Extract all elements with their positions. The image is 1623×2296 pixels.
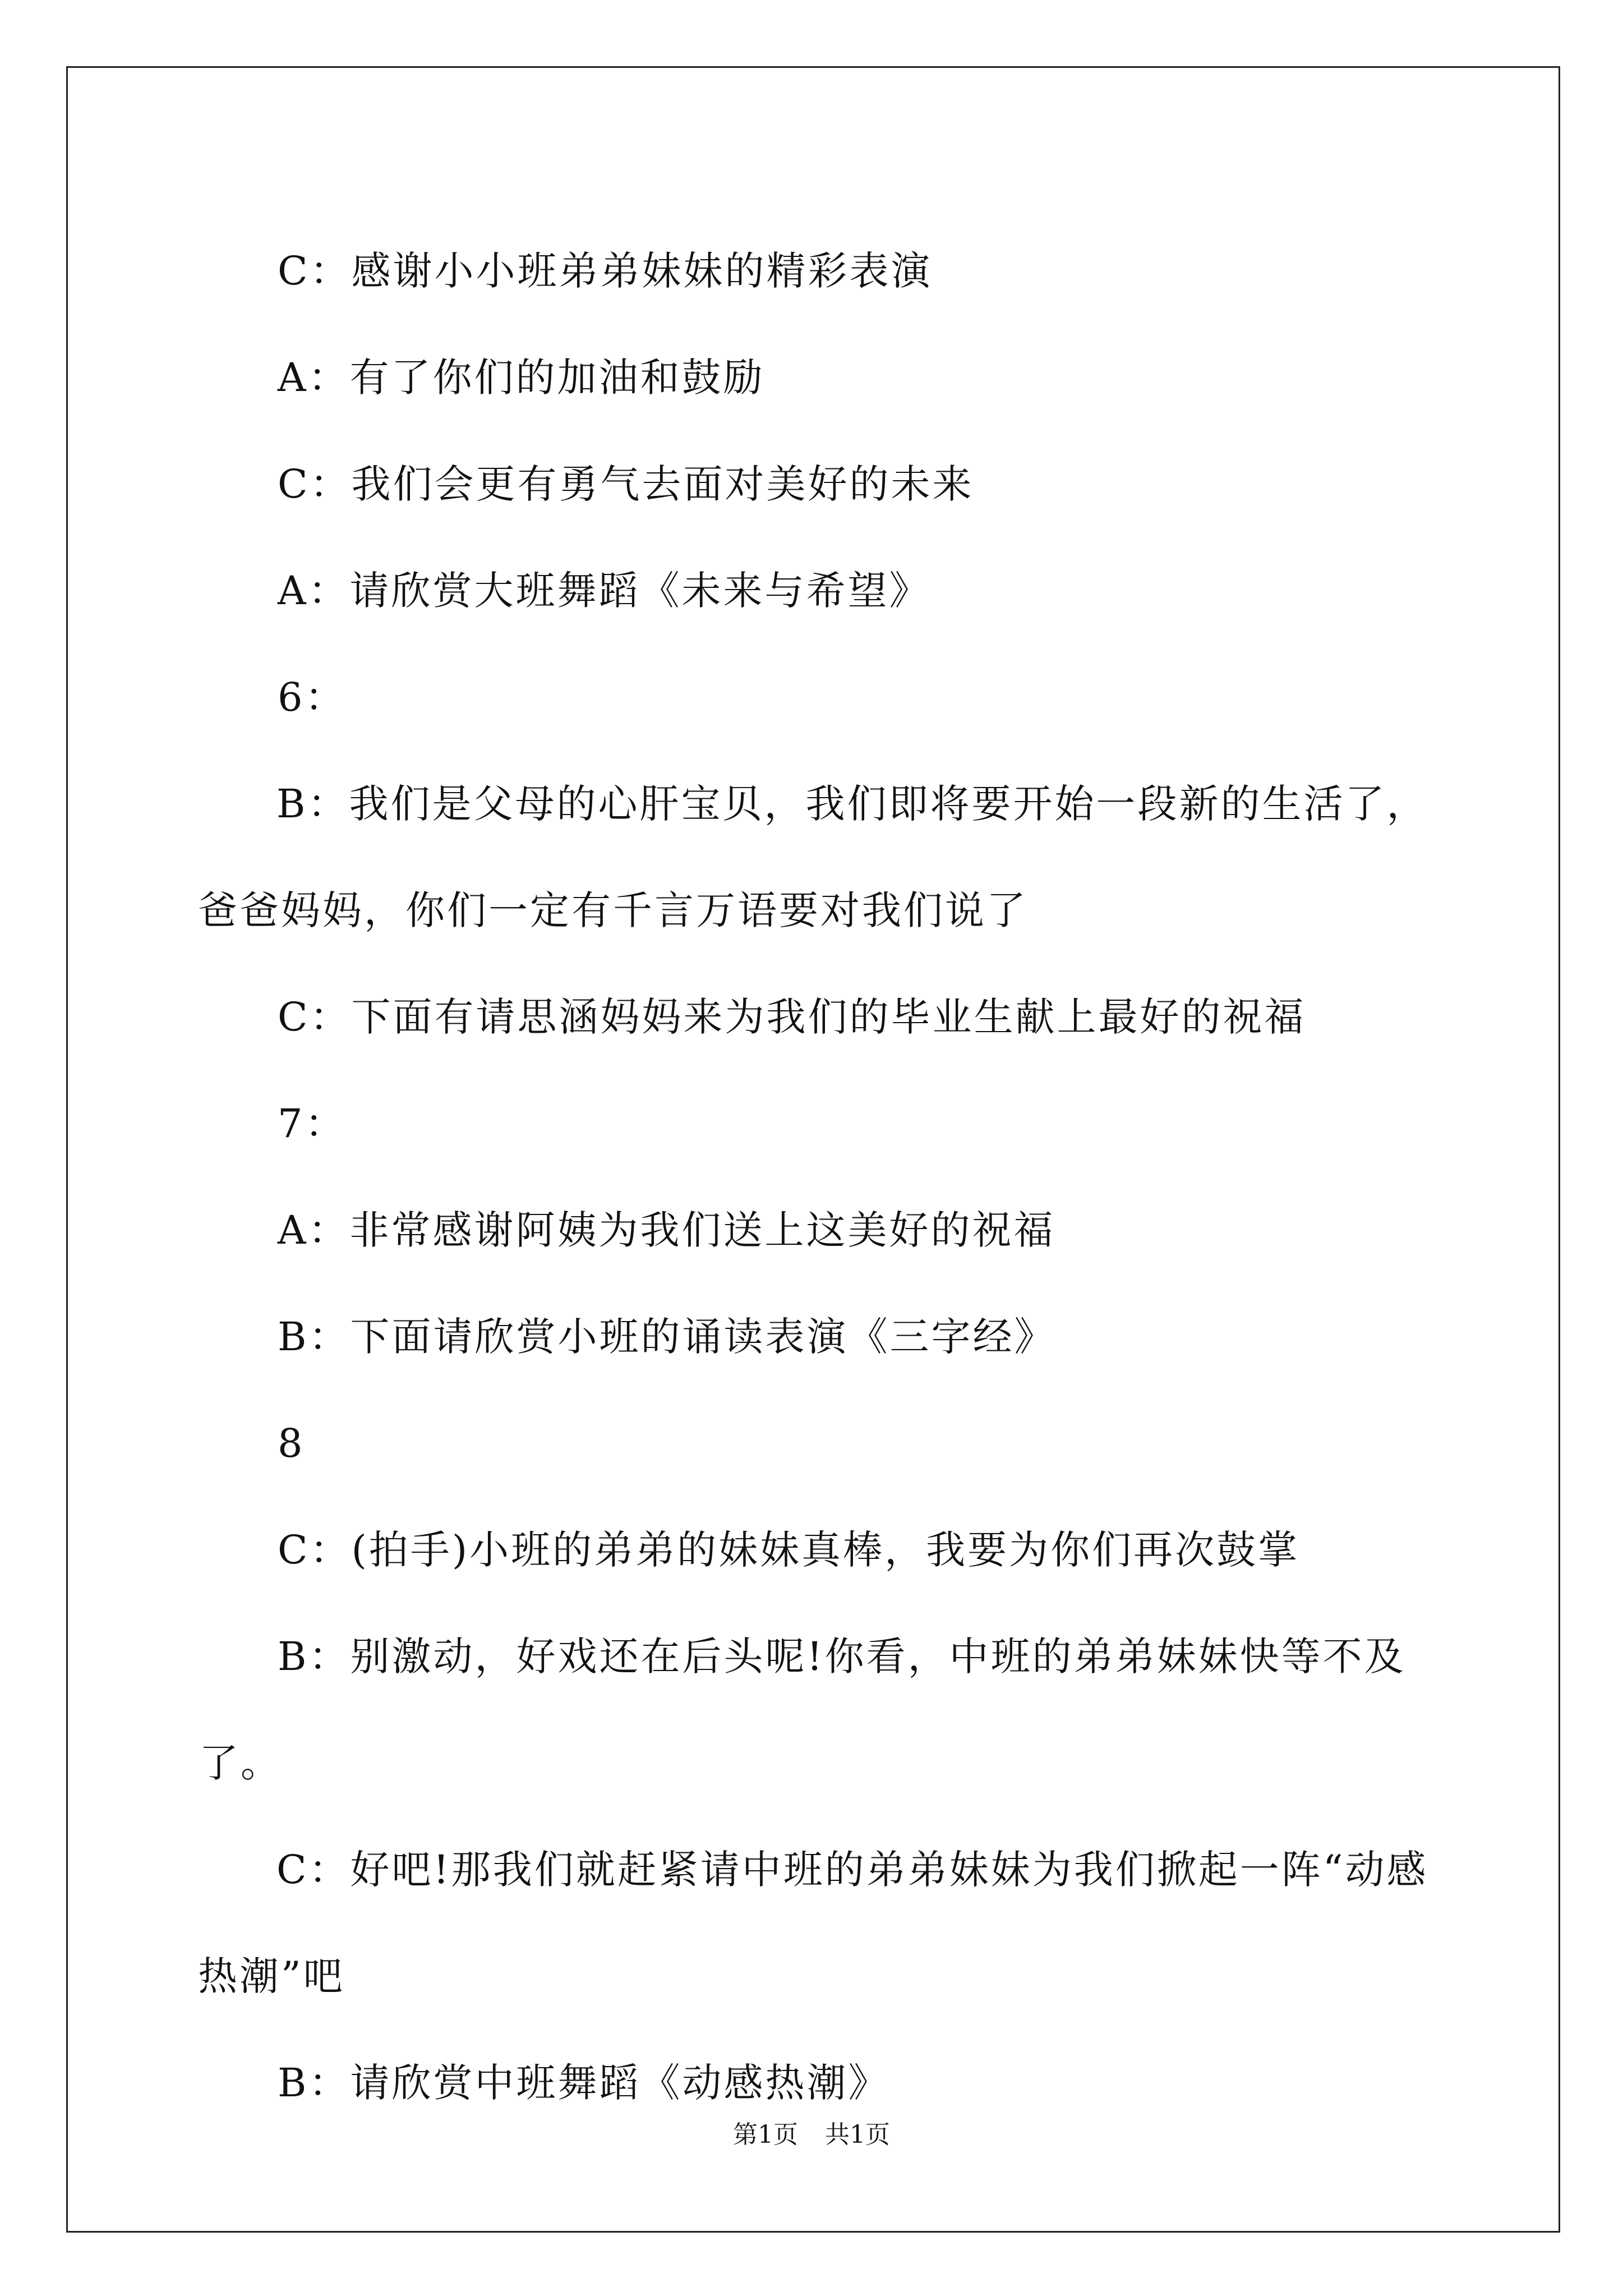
paragraph-3: C：我们会更有勇气去面对美好的未来 xyxy=(278,461,974,507)
paragraph-1: C：感谢小小班弟弟妹妹的精彩表演 xyxy=(278,248,933,294)
paragraph-12: C：(拍手)小班的弟弟的妹妹真棒，我要为你们再次鼓掌 xyxy=(278,1527,1300,1573)
paragraph-13: B：别激动，好戏还在后头呢!你看，中班的弟弟妹妹快等不及了。 xyxy=(199,1634,1406,1786)
paragraph-15: B：请欣赏中班舞蹈《动感热潮》 xyxy=(278,2060,890,2106)
paragraph-9: A：非常感谢阿姨为我们送上这美好的祝福 xyxy=(278,1207,1055,1253)
paragraph-5: 6： xyxy=(278,674,347,720)
document-body xyxy=(199,218,1433,2136)
paragraph-10: B：下面请欣赏小班的诵读表演《三字经》 xyxy=(278,1314,1056,1360)
paragraph-11: 8 xyxy=(278,1420,305,1466)
paragraph-6: B：我们是父母的心肝宝贝，我们即将要开始一段新的生活了，爸爸妈妈，你们一定有千言万语要对我们说了 xyxy=(198,781,1428,933)
paragraph-4: A：请欣赏大班舞蹈《未来与希望》 xyxy=(278,568,931,614)
page-number-total: 共1页 xyxy=(825,2120,890,2149)
paragraph-14: C：好吧!那我们就赶紧请中班的弟弟妹妹为我们掀起一阵“动感热潮”吧 xyxy=(198,1847,1428,1999)
paragraph-7: C：下面有请思涵妈妈来为我们的毕业生献上最好的祝福 xyxy=(278,994,1306,1040)
paragraph-2: A：有了你们的加油和鼓励 xyxy=(278,355,765,401)
page-number-current: 第1页 xyxy=(733,2120,798,2149)
page-footer xyxy=(0,2118,1623,2152)
paragraph-8: 7： xyxy=(278,1101,347,1147)
